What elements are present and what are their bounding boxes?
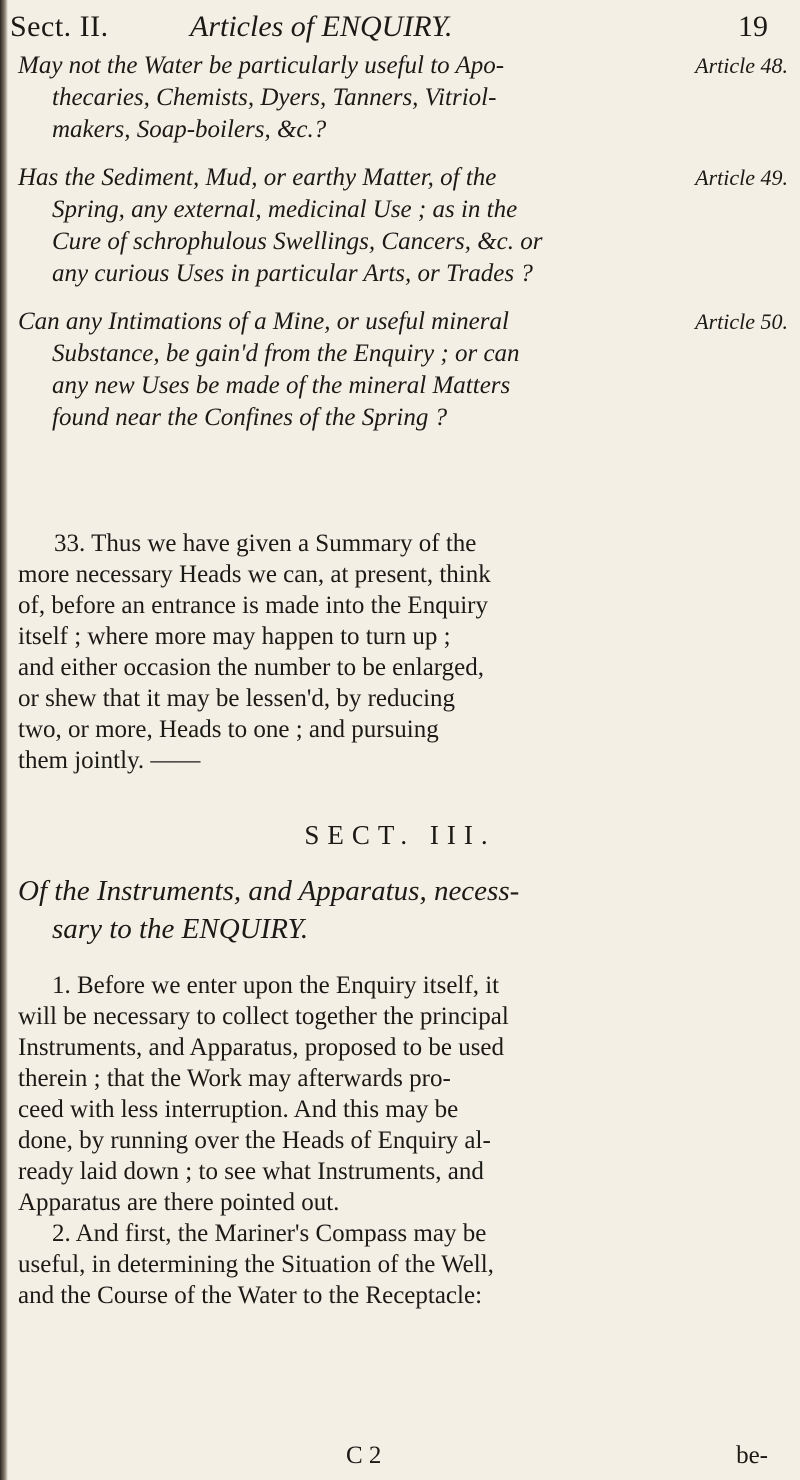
query-line: Substance, be gain'd from the Enquiry ; or can	[52, 340, 520, 367]
paragraph-line: them jointly. ——	[18, 747, 201, 774]
paragraph-33	[18, 528, 778, 776]
query-list	[18, 50, 788, 450]
body-line: useful, in determining the Situation of the Well,	[18, 1251, 494, 1278]
paragraph-number: 33.	[54, 530, 86, 557]
page-footer	[18, 1442, 778, 1476]
query-article-50	[18, 306, 788, 434]
section-title	[18, 872, 778, 948]
query-line: Has the Sediment, Mud, or earthy Matter, of the	[18, 164, 497, 191]
article-label: Article 50.	[695, 309, 788, 334]
query-line: thecaries, Chemists, Dyers, Tanners, Vitriol-	[52, 84, 497, 111]
body-line: ceed with less interruption. And this may be	[18, 1096, 459, 1123]
body-line: Apparatus are there pointed out.	[18, 1189, 340, 1216]
paragraph-text: Thus we have given a Summary of the	[91, 530, 477, 557]
header-title: Articles of ENQUIRY.	[190, 10, 453, 43]
query-line: Can any Intimations of a Mine, or useful mineral	[18, 308, 509, 335]
query-article-48	[18, 50, 788, 146]
article-label: Article 48.	[695, 53, 788, 78]
paragraph-line: of, before an entrance is made into the Enquiry	[18, 592, 488, 619]
section-heading: SECT. III.	[304, 820, 496, 850]
signature-mark: C 2	[346, 1442, 382, 1469]
header-section: Sect. II.	[10, 10, 109, 43]
body-line: ready laid down ; to see what Instruments, and	[18, 1158, 484, 1185]
running-header	[10, 6, 790, 50]
body-line: done, by running over the Heads of Enquiry al-	[18, 1127, 491, 1154]
article-label: Article 49.	[695, 165, 788, 190]
body-line: Instruments, and Apparatus, proposed to be used	[18, 1034, 505, 1061]
paragraph-line: more necessary Heads we can, at present, think	[18, 561, 491, 588]
page-binding-edge	[0, 0, 8, 1480]
query-line: any curious Uses in particular Arts, or Trades ?	[52, 260, 533, 287]
paragraph-line: and either occasion the number to be enlarged,	[18, 654, 485, 681]
query-line: May not the Water be particularly useful to Apo-	[18, 52, 505, 79]
body-line: 1. Before we enter upon the Enquiry itself, it	[52, 972, 500, 999]
body-line: 2. And first, the Mariner's Compass may be	[52, 1220, 487, 1247]
paragraph-line: or shew that it may be lessen'd, by reducing	[18, 685, 456, 712]
section-title-line: sary to the ENQUIRY.	[52, 913, 309, 945]
query-line: Spring, any external, medicinal Use ; as in the	[52, 196, 518, 223]
catchword: be-	[736, 1442, 768, 1469]
section-body	[18, 970, 778, 1311]
query-article-49	[18, 162, 788, 290]
query-line: Cure of schrophulous Swellings, Cancers, &c. or	[52, 228, 543, 255]
paragraph-line	[18, 528, 778, 559]
paragraph-line: two, or more, Heads to one ; and pursuing	[18, 716, 439, 743]
query-line: any new Uses be made of the mineral Matters	[52, 372, 511, 399]
section-title-line: Of the Instruments, and Apparatus, necess-	[18, 875, 520, 907]
page-number: 19	[738, 10, 768, 43]
body-line: therein ; that the Work may afterwards pro-	[18, 1065, 451, 1092]
query-line: makers, Soap-boilers, &c.?	[52, 116, 327, 143]
body-line: will be necessary to collect together the principal	[18, 1003, 509, 1030]
paragraph-line: itself ; where more may happen to turn up ;	[18, 623, 451, 650]
query-line: found near the Confines of the Spring ?	[52, 404, 448, 431]
body-line: and the Course of the Water to the Receptacle:	[18, 1282, 483, 1309]
